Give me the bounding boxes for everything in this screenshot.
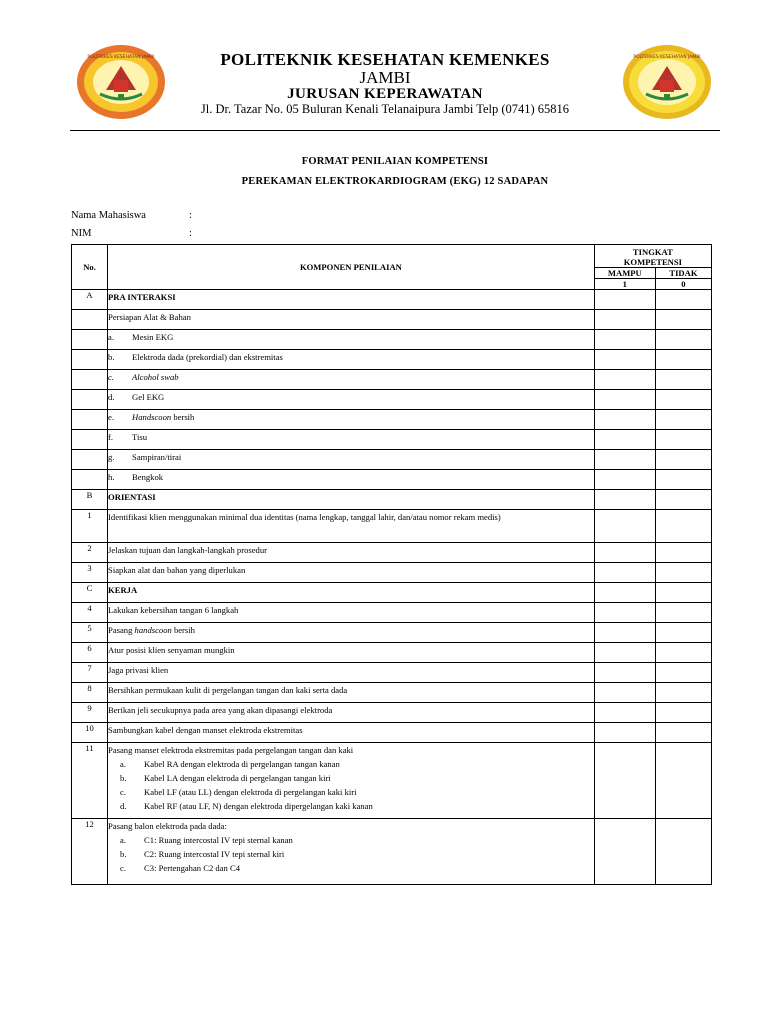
row-text: Bersihkan permukaan kulit di pergelangan tangan dan kaki serta dada [108,683,595,703]
cell-tidak[interactable] [655,683,711,703]
field-separator: : [189,210,192,221]
row-text: Lakukan kebersihan tangan 6 langkah [108,603,595,623]
row-text: Pasang manset elektroda ekstremitas pada pergelangan tangan dan kaki [108,745,354,755]
poltekkes-logo [622,44,712,120]
header-divider [70,130,720,131]
item-text: Kabel LA dengan elektroda di pergelangan tangan kiri [144,773,331,783]
list-item [108,847,594,861]
table-row [72,310,712,330]
row-no: 3 [72,563,108,583]
cell-mampu[interactable] [594,430,655,450]
cell-mampu[interactable] [594,563,655,583]
table-row [72,510,712,543]
item-letter: c. [120,863,127,873]
list-item [108,833,594,847]
cell-tidak[interactable] [655,390,711,410]
logo-lettering: POLTEKKES KESEHATAN JAMBI [87,55,155,60]
row-no: 8 [72,683,108,703]
cell-tidak[interactable] [655,663,711,683]
item-letter: c. [120,787,127,797]
table-row [72,643,712,663]
table-row [72,683,712,703]
item-letter: a. [120,835,127,845]
cell-mampu[interactable] [594,543,655,563]
list-item [72,410,712,430]
cell-tidak[interactable] [655,563,711,583]
cell-tidak[interactable] [655,543,711,563]
list-item [72,470,712,490]
row-no: 12 [72,819,108,885]
field-separator: : [189,228,192,239]
cell-tidak[interactable] [655,723,711,743]
cell-tidak[interactable] [655,370,711,390]
cell-mampu[interactable] [594,310,655,330]
table-row [72,603,712,623]
item-letter: a. [120,759,127,769]
section-label: PRA INTERAKSI [108,290,595,310]
list-item [108,799,594,813]
list-item [108,861,594,875]
cell-mampu[interactable] [594,723,655,743]
row-text-italic: handscoon [134,625,172,635]
row-text: Pasang balon elektroda pada dada: [108,821,227,831]
item-text: C2: Ruang intercostal IV tepi sternal kiri [144,849,285,859]
cell-tidak[interactable] [655,583,711,603]
cell-tidak[interactable] [655,603,711,623]
row-no: 7 [72,663,108,683]
item-text: Tisu [132,432,148,442]
institution-city: JAMBI [359,68,411,87]
item-text: C3: Pertengahan C2 dan C4 [144,863,240,873]
row-no: 6 [72,643,108,663]
cell-mampu[interactable] [594,390,655,410]
item-text: Bengkok [132,472,164,482]
cell-mampu[interactable] [594,643,655,663]
cell-tidak[interactable] [655,450,711,470]
item-text: Kabel RF (atau LF, N) dengan elektroda dipergelangan kaki kanan [144,801,373,811]
header-komponen: KOMPONEN PENILAIAN [108,245,595,290]
cell-mampu[interactable] [594,410,655,430]
item-letter: c. [108,372,115,382]
item-letter: b. [108,352,115,362]
field-nim [71,228,192,239]
list-item [108,771,594,785]
table-row [72,623,712,643]
table-row [72,743,712,819]
score-tidak: 0 [655,279,711,290]
cell-mampu[interactable] [594,470,655,490]
list-item [108,785,594,799]
row-text-rest: bersih [171,625,195,635]
item-text: Kabel LF (atau LL) dengan elektroda di pergelangan kaki kiri [144,787,357,797]
item-text: Gel EKG [132,392,165,402]
cell-mampu[interactable] [594,330,655,350]
list-item [72,430,712,450]
item-text: Alcohol swab [132,372,179,382]
cell-tidak[interactable] [655,290,711,310]
cell-tidak[interactable] [655,410,711,430]
cell-mampu[interactable] [594,743,655,819]
item-letter: b. [120,773,127,783]
row-no: C [72,583,108,603]
table-row [72,490,712,510]
row-no: 2 [72,543,108,563]
field-label: NIM [71,228,92,239]
list-item [108,757,594,771]
cell-tidak[interactable] [655,623,711,643]
table-row [72,563,712,583]
logo-lettering: POLTEKKES KESEHATAN JAMBI [633,55,701,60]
cell-tidak[interactable] [655,430,711,450]
row-text: Jaga privasi klien [108,663,595,683]
item-text: Sampiran/tirai [132,452,182,462]
item-letter: h. [108,472,115,482]
row-text: Atur posisi klien senyaman mungkin [108,643,595,663]
item-text: Elektroda dada (prekordial) dan ekstremitas [132,352,283,362]
document-title: FORMAT PENILAIAN KOMPETENSI [301,156,489,167]
cell-mampu[interactable] [594,683,655,703]
section-label: KERJA [108,583,595,603]
cell-mampu[interactable] [594,490,655,510]
row-no: 9 [72,703,108,723]
row-text: Pasang [108,625,135,635]
item-letter: d. [120,801,127,811]
cell-tidak[interactable] [655,470,711,490]
list-item [72,370,712,390]
header-tingkat-kompetensi [594,245,711,268]
table-row [72,703,712,723]
cell-mampu[interactable] [594,510,655,543]
table-row [72,819,712,885]
list-item [72,350,712,370]
item-text: Mesin EKG [132,332,174,342]
assessment-table [71,244,712,885]
table-row [72,583,712,603]
institution-address: Jl. Dr. Tazar No. 05 Buluran Kenali Telanaipura Jambi Telp (0741) 65816 [200,102,570,116]
cell-tidak[interactable] [655,350,711,370]
row-text: Jelaskan tujuan dan langkah-langkah prosedur [108,543,595,563]
row-text: Sambungkan kabel dengan manset elektroda ekstremitas [108,723,595,743]
cell-mampu[interactable] [594,623,655,643]
table-row [72,290,712,310]
cell-mampu[interactable] [594,583,655,603]
header-tingkat: TINGKAT [632,247,673,257]
document-subtitle: PEREKAMAN ELEKTROKARDIOGRAM (EKG) 12 SADAPAN [241,176,549,187]
list-item [72,330,712,350]
row-no: 5 [72,623,108,643]
row-no: A [72,290,108,310]
row-no: 10 [72,723,108,743]
cell-tidak[interactable] [655,703,711,723]
row-no: B [72,490,108,510]
header-no: No. [72,245,108,290]
institution-name: POLITEKNIK KESEHATAN KEMENKES [220,50,550,69]
cell-tidak[interactable] [655,819,711,885]
cell-mampu[interactable] [594,350,655,370]
item-letter: b. [120,849,127,859]
list-item [72,390,712,410]
row-text: Siapkan alat dan bahan yang diperlukan [108,563,595,583]
header-kompetensi: KOMPETENSI [623,257,683,267]
table-row [72,663,712,683]
item-letter: g. [108,452,115,462]
item-text-rest: bersih [171,412,195,422]
row-text: Persiapan Alat & Bahan [108,310,595,330]
field-label: Nama Mahasiswa [71,210,146,221]
cell-mampu[interactable] [594,450,655,470]
section-label: ORIENTASI [108,490,595,510]
row-no: 11 [72,743,108,819]
cell-mampu[interactable] [594,370,655,390]
cell-tidak[interactable] [655,310,711,330]
item-text: Kabel RA dengan elektroda di pergelangan tangan kanan [144,759,340,769]
item-letter: f. [108,432,114,442]
department-name: JURUSAN KEPERAWATAN [287,86,483,102]
item-letter: e. [108,412,115,422]
row-no: 4 [72,603,108,623]
row-text: Berikan jeli secukupnya pada area yang akan dipasangi elektroda [108,703,595,723]
cell-tidak[interactable] [655,743,711,819]
row-no: 1 [72,510,108,543]
cell-mampu[interactable] [594,290,655,310]
header-mampu: MAMPU [594,268,655,279]
item-text: Handscoon [132,412,172,422]
row-text: Identifikasi klien menggunakan minimal dua identitas (nama lengkap, tanggal lahir, dan/atau nomor rekam medis) [108,510,595,543]
table-row [72,543,712,563]
field-nama-mahasiswa [71,210,192,221]
cell-mampu[interactable] [594,703,655,723]
item-letter: d. [108,392,115,402]
cell-tidak[interactable] [655,643,711,663]
item-text: C1: Ruang intercostal IV tepi sternal kanan [144,835,293,845]
item-letter: a. [108,332,115,342]
cell-mampu[interactable] [594,819,655,885]
header-tidak: TIDAK [655,268,711,279]
table-row [72,723,712,743]
cell-mampu[interactable] [594,603,655,623]
cell-mampu[interactable] [594,663,655,683]
cell-tidak[interactable] [655,330,711,350]
list-item [72,450,712,470]
cell-tidak[interactable] [655,510,711,543]
score-mampu: 1 [594,279,655,290]
cell-tidak[interactable] [655,490,711,510]
